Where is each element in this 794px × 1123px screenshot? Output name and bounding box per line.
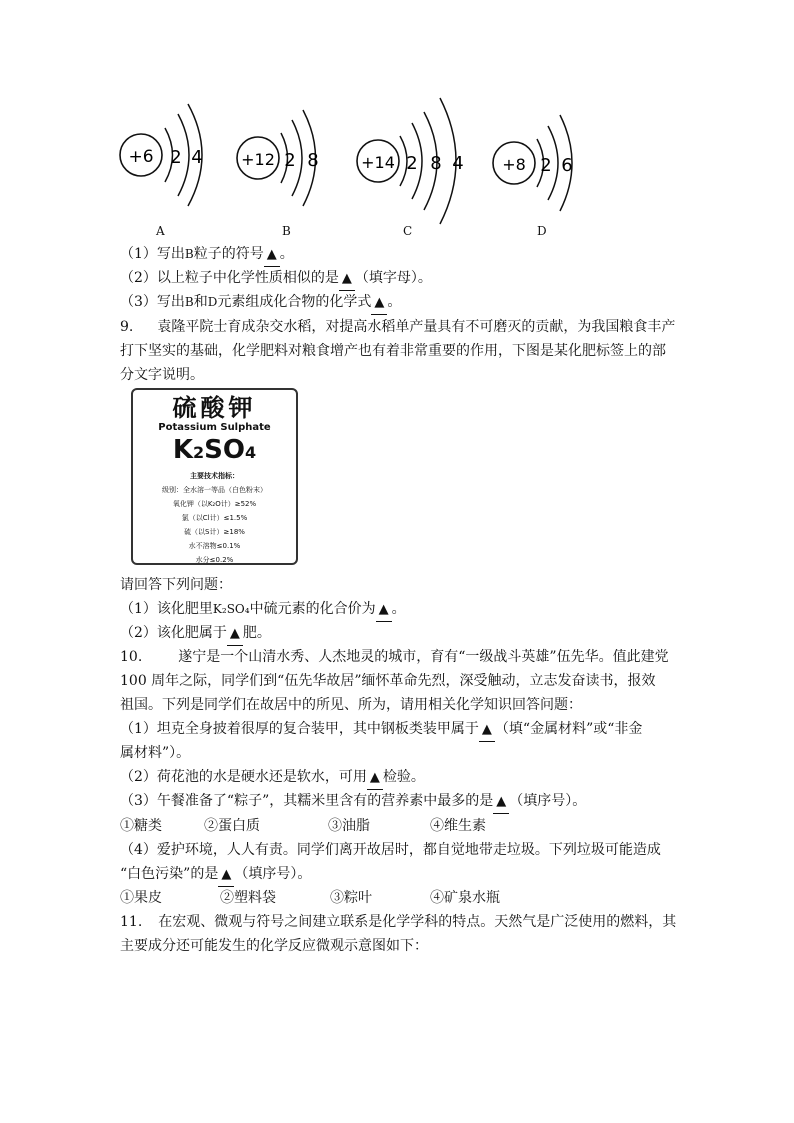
q10-line2: 100 周年之际，同学们到“伍先华故居”缅怀革命先烈，深受触动，立志发奋读书，报效 (120, 673, 656, 689)
shell-a-1: 2 (170, 147, 182, 168)
q10-part3: （3）午餐准备了“粽子”，其糯米里含有的营养素中最多的是 ▲ （填序号）。 (120, 790, 586, 814)
nucleus-b: +12 (241, 150, 275, 169)
q10-option-4-4: ④矿泉水瓶 (430, 890, 500, 906)
label-spec-water: 水分≤0.2% (195, 556, 234, 564)
label-formula: K2SO4 (172, 435, 257, 465)
answer-blank[interactable]: ▲ (479, 719, 495, 742)
q9-number: 9. (120, 319, 134, 335)
atom-diagrams (0, 0, 794, 230)
shell-c-3: 4 (452, 153, 464, 174)
q10-option-3-1: ①糖类 (120, 818, 162, 834)
shell-c-2: 8 (430, 153, 442, 174)
q10-part2: （2）荷花池的水是硬水还是软水，可用 ▲ 检验。 (120, 766, 425, 790)
label-spec-cl: 氯（以Cl计）≤1.5% (181, 514, 248, 522)
q9-part2: （2）该化肥属于 ▲ 肥。 (120, 622, 271, 646)
label-english-name: Potassium Sulphate (158, 422, 271, 433)
answer-blank[interactable]: ▲ (367, 767, 383, 790)
q9-line2: 打下坚实的基础，化学肥料对粮食增产也有着非常重要的作用，下图是某化肥标签上的部 (120, 343, 666, 359)
q9-line1: 9. 袁隆平院士育成杂交水稻，对提高水稻单产量具有不可磨灭的贡献，为我国粮食丰产 (120, 319, 676, 335)
diagram-label-c: C (403, 224, 413, 238)
shell-a-2: 4 (191, 147, 203, 168)
q8-part2: （2）以上粒子中化学性质相似的是 ▲ （填字母）。 (120, 267, 432, 291)
diagram-label-a: A (156, 224, 165, 238)
shell-d-1: 2 (540, 155, 552, 176)
q10-option-3-4: ④维生素 (430, 818, 486, 834)
answer-blank[interactable]: ▲ (371, 292, 387, 315)
q11-line2: 主要成分还可能发生的化学反应微观示意图如下： (120, 938, 428, 954)
diagram-label-d: D (537, 224, 547, 238)
label-spec-heading: 主要技术指标： (190, 472, 239, 480)
shell-d-2: 6 (561, 155, 573, 176)
q10-option-3-3: ③油脂 (328, 818, 370, 834)
label-title: 硫酸钾 (172, 394, 257, 422)
q10-number: 10. (120, 649, 143, 665)
answer-blank[interactable]: ▲ (227, 623, 243, 646)
q10-part1-cont: 属材料”）。 (120, 745, 191, 761)
q10-option-4-2: ②塑料袋 (220, 890, 276, 906)
q9-line3: 分文字说明。 (120, 367, 204, 383)
q11-number: 11. (120, 914, 143, 930)
label-spec-insoluble: 水不溶物≤0.1% (188, 542, 241, 550)
label-spec-k2o: 氧化钾（以K₂O计）≥52% (172, 500, 257, 508)
q10-option-3-2: ②蛋白质 (204, 818, 260, 834)
q10-part1: （1）坦克全身披着很厚的复合装甲，其中钢板类装甲属于 ▲ （填“金属材料”或“非金 (120, 718, 642, 742)
q8-part1: （1）写出B粒子的符号 ▲ 。 (120, 243, 294, 267)
q10-option-4-1: ①果皮 (120, 890, 162, 906)
shell-c-1: 2 (406, 153, 418, 174)
atom-diagram-b (237, 110, 319, 206)
q10-line1: 10. 遂宁是一个山清水秀、人杰地灵的城市，育有“一级战斗英雄”伍先华。值此建党 (120, 649, 669, 665)
atom-diagram-a (120, 104, 203, 206)
answer-blank[interactable]: ▲ (493, 791, 509, 814)
answer-blank[interactable]: ▲ (376, 599, 392, 622)
nucleus-c: +14 (361, 153, 395, 172)
q10-part4: （4）爱护环境，人人有责。同学们离开故居时，都自觉地带走垃圾。下列垃圾可能造成 (120, 842, 661, 858)
atom-diagram-c (357, 98, 464, 224)
q10-line3: 祖国。下列是同学们在故居中的所见、所为，请用相关化学知识回答问题： (120, 697, 582, 713)
nucleus-d: +8 (502, 155, 526, 174)
answer-blank[interactable]: ▲ (218, 864, 234, 887)
shell-b-2: 8 (307, 150, 319, 171)
answer-blank[interactable]: ▲ (339, 268, 355, 291)
q10-part4-cont: “白色污染”的是 ▲ （填序号）。 (120, 863, 311, 887)
atom-diagram-d (493, 115, 573, 211)
q9-part1: （1）该化肥里K₂SO₄中硫元素的化合价为 ▲ 。 (120, 598, 406, 622)
q10-option-4-3: ③粽叶 (330, 890, 372, 906)
q8-part3: （3）写出B和D元素组成化合物的化学式 ▲ 。 (120, 291, 401, 315)
label-spec-grade: 级别：全水溶一等品（白色粉末） (162, 486, 267, 494)
label-spec-s: 硫（以S计）≥18% (184, 528, 245, 536)
q9-ask: 请回答下列问题： (120, 577, 232, 593)
nucleus-a: +6 (128, 147, 154, 167)
diagram-label-b: B (282, 224, 291, 238)
answer-blank[interactable]: ▲ (264, 244, 280, 267)
q11-line1: 11. 在宏观、微观与符号之间建立联系是化学学科的特点。天然气是广泛使用的燃料，其 (120, 914, 677, 930)
shell-b-1: 2 (284, 150, 296, 171)
fertilizer-label (131, 388, 298, 565)
